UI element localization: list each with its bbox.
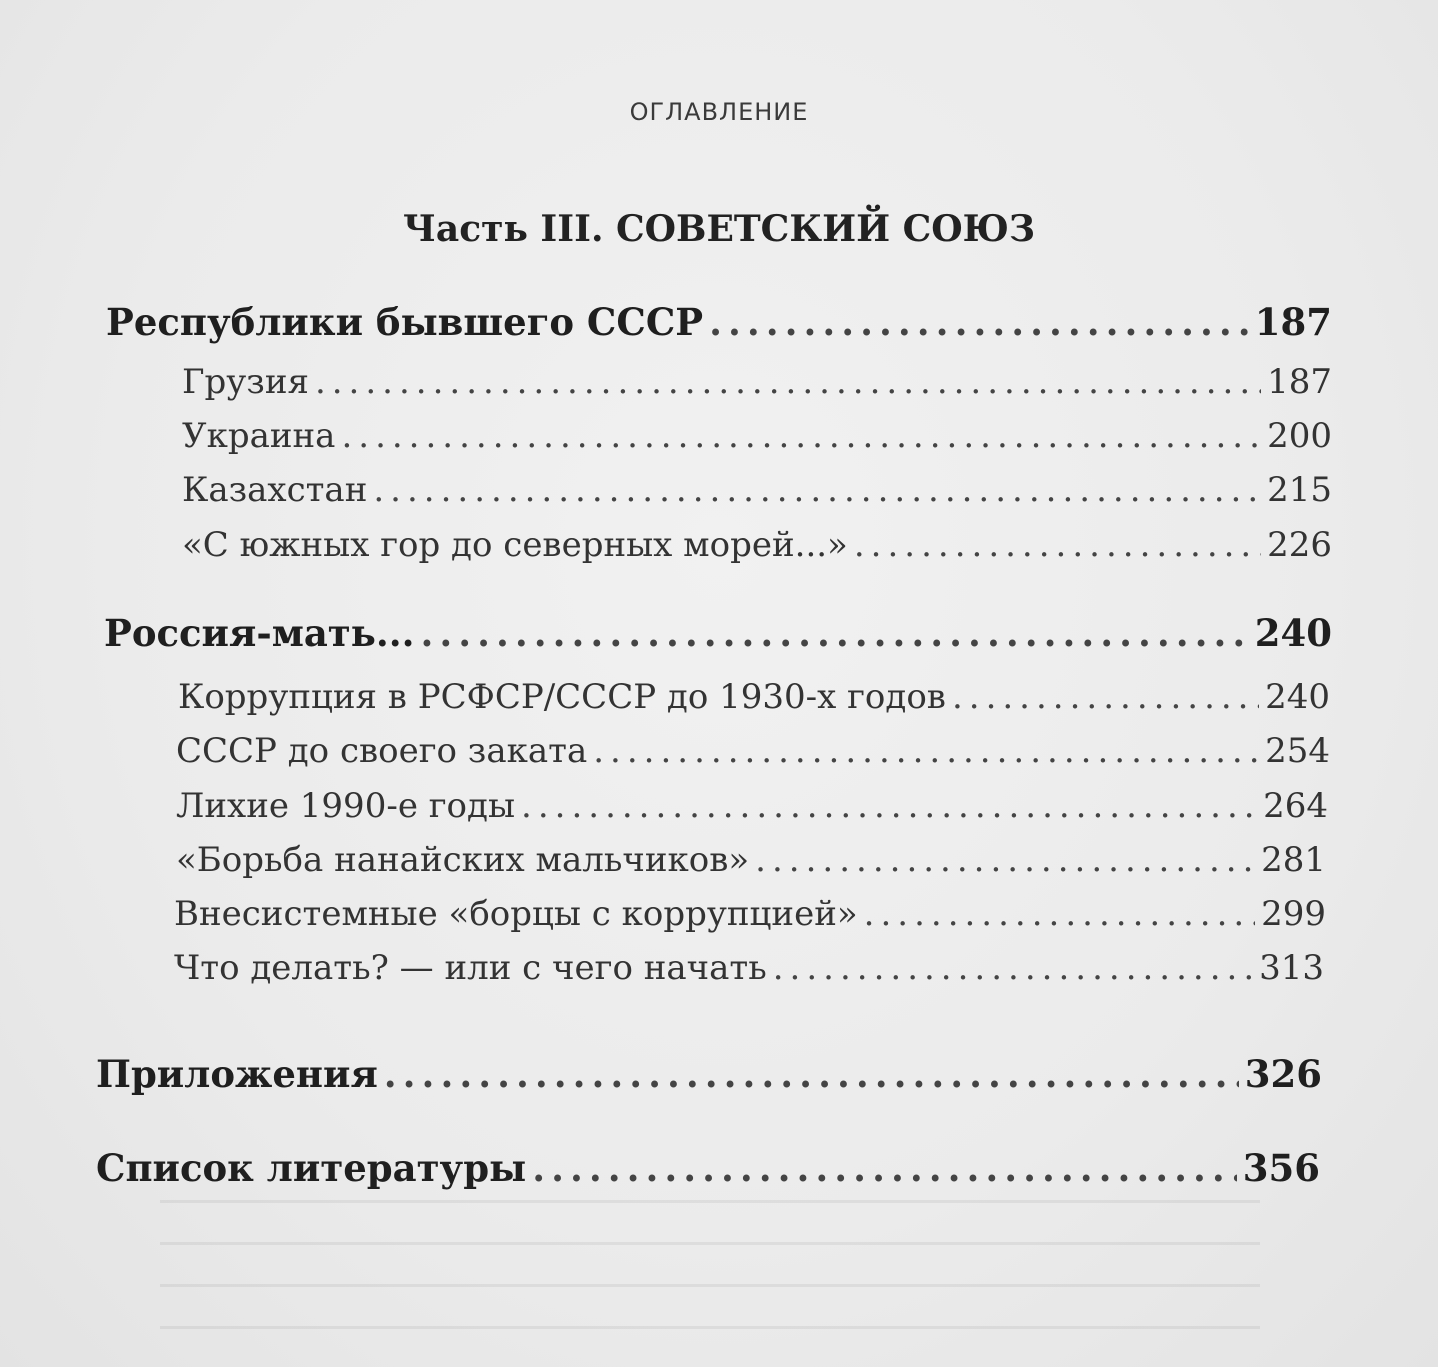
toc-leader-dots [854, 525, 1261, 565]
toc-leader-dots [864, 894, 1255, 934]
toc-section-russia[interactable] [104, 611, 1332, 655]
toc-section-republics[interactable] [106, 300, 1332, 344]
toc-page-number: 281 [1261, 840, 1326, 880]
toc-item-ussr-decline[interactable] [176, 731, 1330, 771]
toc-item-kazakhstan[interactable] [182, 470, 1332, 510]
toc-leader-dots [421, 611, 1249, 655]
toc-page-number: 215 [1267, 470, 1332, 510]
toc-item-label: СССР до своего заката [176, 731, 588, 771]
toc-item-ukraine[interactable] [182, 416, 1332, 456]
toc-page-number: 226 [1267, 525, 1332, 565]
toc-item-label: «Борьба нанайских мальчиков» [176, 840, 750, 880]
toc-item-nanai-boys[interactable] [176, 840, 1326, 880]
toc-leader-dots [373, 470, 1261, 510]
toc-leader-dots [773, 948, 1253, 988]
toc-item-label: Грузия [182, 362, 309, 402]
toc-item-label: Казахстан [182, 470, 368, 510]
toc-page-number: 187 [1267, 362, 1332, 402]
toc-page-number: 240 [1254, 611, 1332, 655]
toc-section-label: Россия-мать... [104, 611, 415, 655]
toc-section-label: Список литературы [96, 1146, 527, 1190]
toc-item-mountains-seas[interactable] [182, 525, 1332, 565]
toc-item-anticorruption-fighters[interactable] [174, 894, 1326, 934]
toc-item-label: Что делать? — или с чего начать [174, 948, 767, 988]
toc-item-label: Коррупция в РСФСР/СССР до 1930-х годов [178, 677, 946, 717]
toc-section-label: Республики бывшего СССР [106, 300, 704, 344]
bleed-through-texture [160, 1200, 1260, 1330]
toc-leader-dots [341, 416, 1261, 456]
running-head: ОГЛАВЛЕНИЕ [629, 98, 809, 126]
toc-leader-dots [384, 1052, 1239, 1096]
toc-item-1990s[interactable] [176, 786, 1328, 826]
toc-section-appendices[interactable] [96, 1052, 1322, 1096]
part-title: Часть III. СОВЕТСКИЙ СОЮЗ [403, 208, 1035, 250]
toc-page-number: 264 [1263, 786, 1328, 826]
toc-item-corruption-1930s[interactable] [178, 677, 1330, 717]
toc-item-what-to-do[interactable] [174, 948, 1324, 988]
toc-page-number: 356 [1242, 1146, 1320, 1190]
toc-leader-dots [521, 786, 1257, 826]
toc-page-number: 187 [1254, 300, 1332, 344]
toc-page-number: 313 [1259, 948, 1324, 988]
toc-leader-dots [532, 1146, 1237, 1190]
toc-item-label: «С южных гор до северных морей...» [182, 525, 848, 565]
toc-page-number: 200 [1267, 416, 1332, 456]
toc-page-number: 326 [1244, 1052, 1322, 1096]
toc-page-number: 299 [1261, 894, 1326, 934]
toc-leader-dots [755, 840, 1255, 880]
toc-section-label: Приложения [96, 1052, 378, 1096]
toc-page-number: 240 [1265, 677, 1330, 717]
toc-page-number: 254 [1265, 731, 1330, 771]
toc-item-label: Внесистемные «борцы с коррупцией» [174, 894, 858, 934]
toc-item-label: Украина [182, 416, 336, 456]
toc-leader-dots [952, 677, 1259, 717]
toc-leader-dots [315, 362, 1261, 402]
toc-item-georgia[interactable] [182, 362, 1332, 402]
toc-section-bibliography[interactable] [96, 1146, 1320, 1190]
toc-leader-dots [593, 731, 1259, 771]
toc-item-label: Лихие 1990-е годы [176, 786, 516, 826]
toc-leader-dots [709, 300, 1249, 344]
